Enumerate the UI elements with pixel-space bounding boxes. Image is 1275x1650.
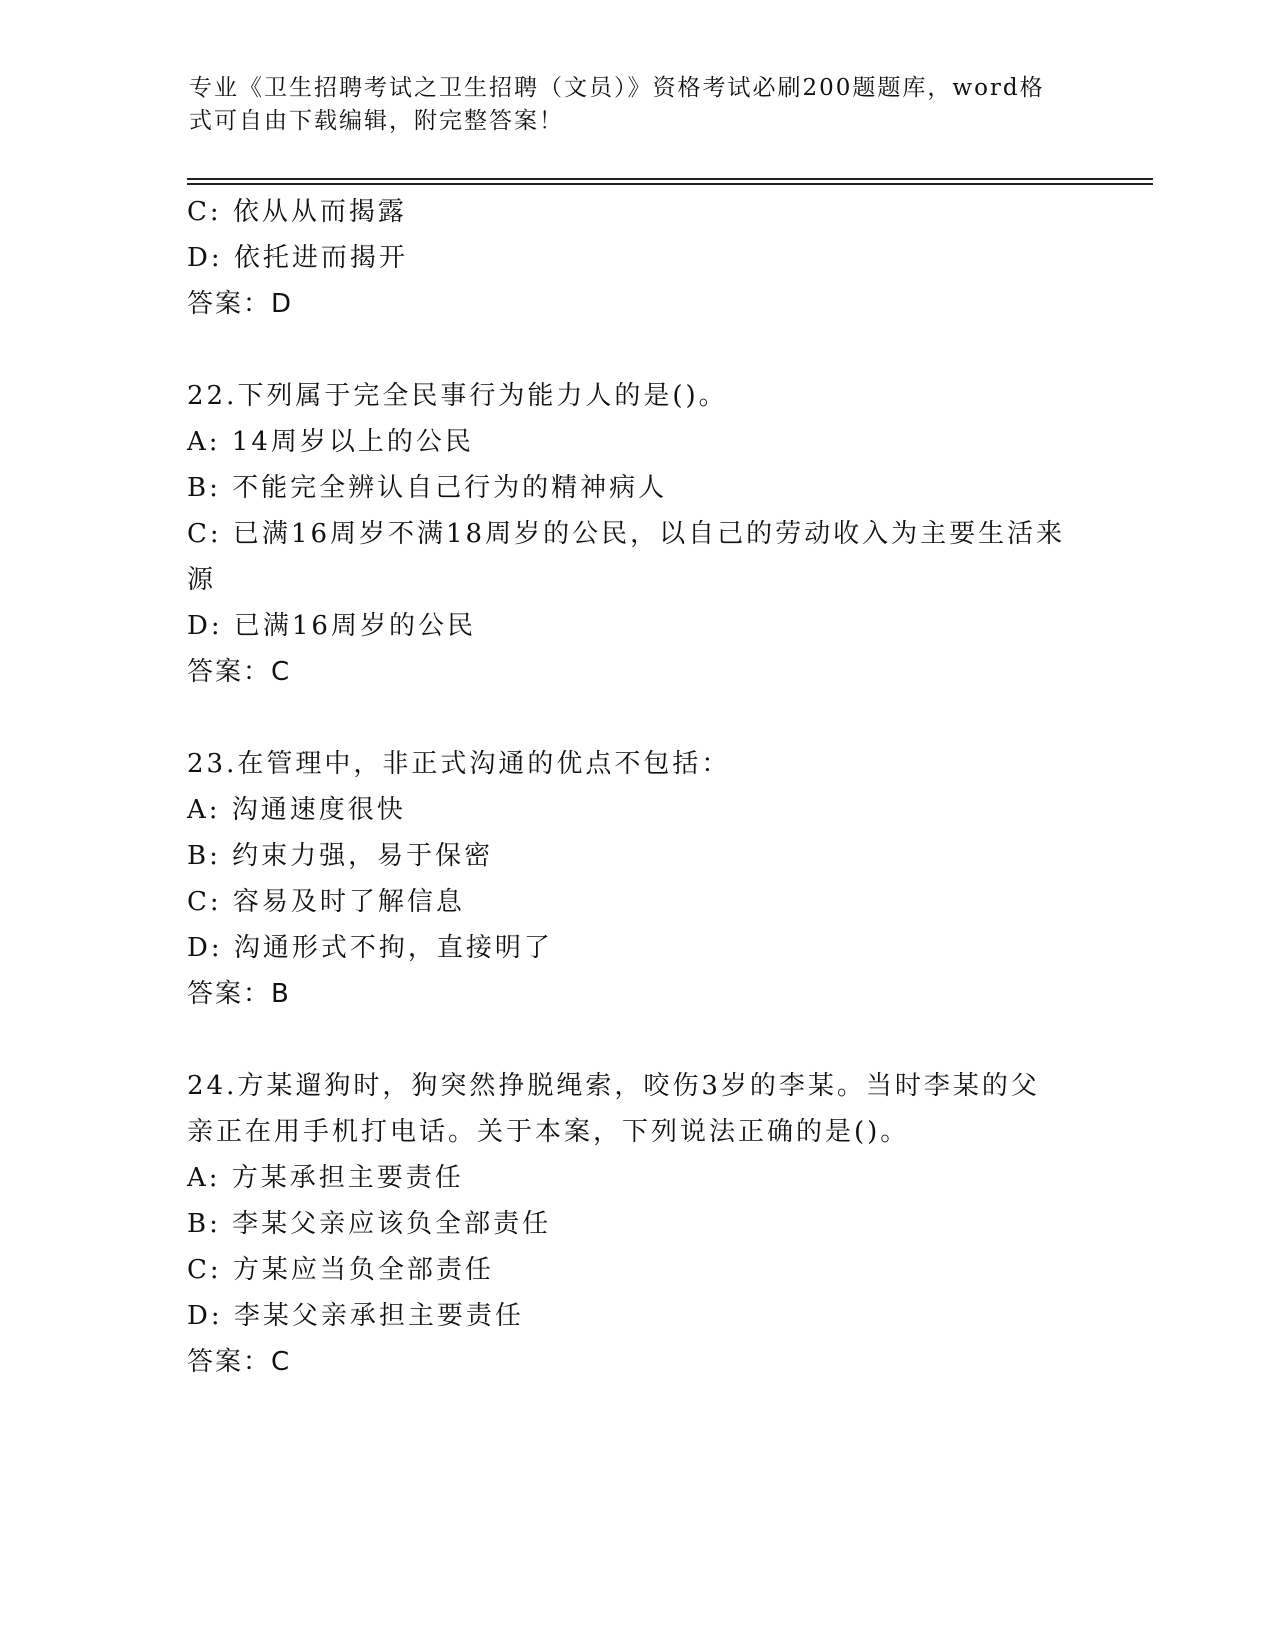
answer-label: 答案：C — [187, 1347, 292, 1377]
answer-label: 答案：B — [187, 979, 291, 1009]
option-c: C: 依从从而揭露 — [187, 197, 407, 227]
spacer — [187, 1017, 1067, 1063]
option-b: B: 约束力强，易于保密 — [187, 841, 494, 871]
option-a: A: 沟通速度很快 — [187, 795, 406, 825]
option-d: D: 沟通形式不拘，直接明了 — [187, 933, 553, 963]
answer-label: 答案：C — [187, 657, 292, 687]
question-22 — [187, 373, 1067, 695]
answer-label: 答案：D — [187, 289, 294, 319]
option-d: D: 依托进而揭开 — [187, 243, 408, 273]
option-c: C: 容易及时了解信息 — [187, 887, 465, 917]
option-c: C: 已满16周岁不满18周岁的公民，以自己的劳动收入为主要生活来源 — [187, 519, 1066, 595]
option-a: A: 方某承担主要责任 — [187, 1163, 464, 1193]
spacer — [187, 695, 1067, 741]
option-b: B: 不能完全辨认自己行为的精神病人 — [187, 473, 668, 503]
question-24 — [187, 1063, 1067, 1385]
option-a: A: 14周岁以上的公民 — [187, 427, 474, 457]
option-d: D: 李某父亲承担主要责任 — [187, 1301, 524, 1331]
question-23 — [187, 741, 1067, 1017]
spacer — [187, 327, 1067, 373]
header-rule-bottom — [187, 183, 1153, 185]
option-d: D: 已满16周岁的公民 — [187, 611, 476, 641]
question-stem: 22.下列属于完全民事行为能力人的是()。 — [187, 381, 728, 411]
question-stem: 24.方某遛狗时，狗突然挣脱绳索，咬伤3岁的李某。当时李某的父亲正在用手机打电话。关于本案，下列说法正确的是()。 — [187, 1071, 1040, 1147]
question-21-tail — [187, 189, 1067, 327]
question-list — [187, 189, 1067, 1385]
option-c: C: 方某应当负全部责任 — [187, 1255, 494, 1285]
header-rule-top — [187, 178, 1153, 180]
question-stem: 23.在管理中，非正式沟通的优点不包括： — [187, 749, 731, 779]
option-b: B: 李某父亲应该负全部责任 — [187, 1209, 552, 1239]
document-header: 专业《卫生招聘考试之卫生招聘（文员）》资格考试必刷200题题库，word格式可自由下载编辑，附完整答案！ — [189, 75, 1045, 134]
